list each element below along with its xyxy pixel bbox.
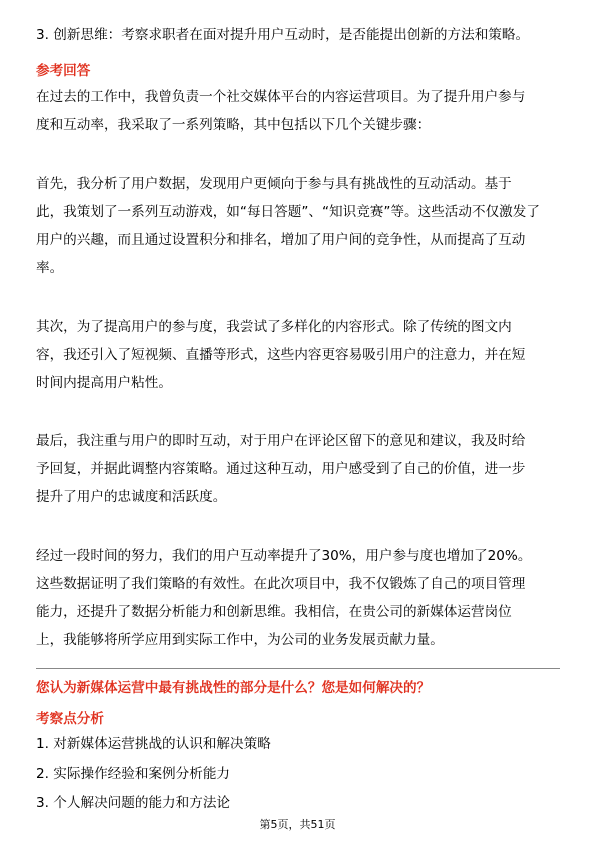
- answer-paragraph-line: 其次，为了提高用户的参与度，我尝试了多样化的内容形式。除了传统的图文内: [36, 319, 512, 335]
- reference-answer-heading: 参考回答: [36, 63, 91, 79]
- analysis-list-item: 2. 实际操作经验和案例分析能力: [36, 766, 231, 782]
- answer-paragraph-line: 最后，我注重与用户的即时互动，对于用户在评论区留下的意见和建议，我及时给: [36, 433, 526, 449]
- analysis-heading: 考察点分析: [36, 711, 104, 727]
- page-footer: 第5页，共51页: [259, 818, 336, 831]
- intro-criterion-item: 3. 创新思维：考察求职者在面对提升用户互动时，是否能提出创新的方法和策略。: [36, 27, 530, 43]
- answer-paragraph-line: 此，我策划了一系列互动游戏，如“每日答题”、“知识竞赛”等。这些活动不仅激发了: [36, 204, 540, 220]
- answer-paragraph-line: 提升了用户的忠诚度和活跃度。: [36, 489, 227, 505]
- analysis-list-item: 1. 对新媒体运营挑战的认识和解决策略: [36, 736, 271, 752]
- interview-question: 您认为新媒体运营中最有挑战性的部分是什么？您是如何解决的？: [36, 680, 431, 696]
- answer-paragraph-line: 在过去的工作中，我曾负责一个社交媒体平台的内容运营项目。为了提升用户参与: [36, 89, 526, 105]
- answer-paragraph-line: 时间内提高用户粘性。: [36, 375, 172, 391]
- analysis-list-item: 3. 个人解决问题的能力和方法论: [36, 795, 231, 811]
- answer-paragraph-line: 予回复，并据此调整内容策略。通过这种互动，用户感受到了自己的价值，进一步: [36, 461, 526, 477]
- answer-paragraph-line: 首先，我分析了用户数据，发现用户更倾向于参与具有挑战性的互动活动。基于: [36, 176, 512, 192]
- answer-paragraph-line: 率。: [36, 260, 64, 276]
- section-divider: [36, 668, 560, 669]
- answer-paragraph-line: 度和互动率，我采取了一系列策略，其中包括以下几个关键步骤：: [36, 117, 431, 133]
- answer-paragraph-line: 用户的兴趣，而且通过设置积分和排名，增加了用户间的竞争性，从而提高了互动: [36, 232, 526, 248]
- answer-paragraph-line: 上，我能够将所学应用到实际工作中，为公司的业务发展贡献力量。: [36, 632, 444, 648]
- answer-paragraph-line: 能力，还提升了数据分析能力和创新思维。我相信，在贵公司的新媒体运营岗位: [36, 604, 512, 620]
- answer-paragraph-line: 这些数据证明了我们策略的有效性。在此次项目中，我不仅锻炼了自己的项目管理: [36, 576, 526, 592]
- answer-paragraph-line: 经过一段时间的努力，我们的用户互动率提升了30%，用户参与度也增加了20%。: [36, 548, 532, 564]
- answer-paragraph-line: 容，我还引入了短视频、直播等形式，这些内容更容易吸引用户的注意力，并在短: [36, 347, 526, 363]
